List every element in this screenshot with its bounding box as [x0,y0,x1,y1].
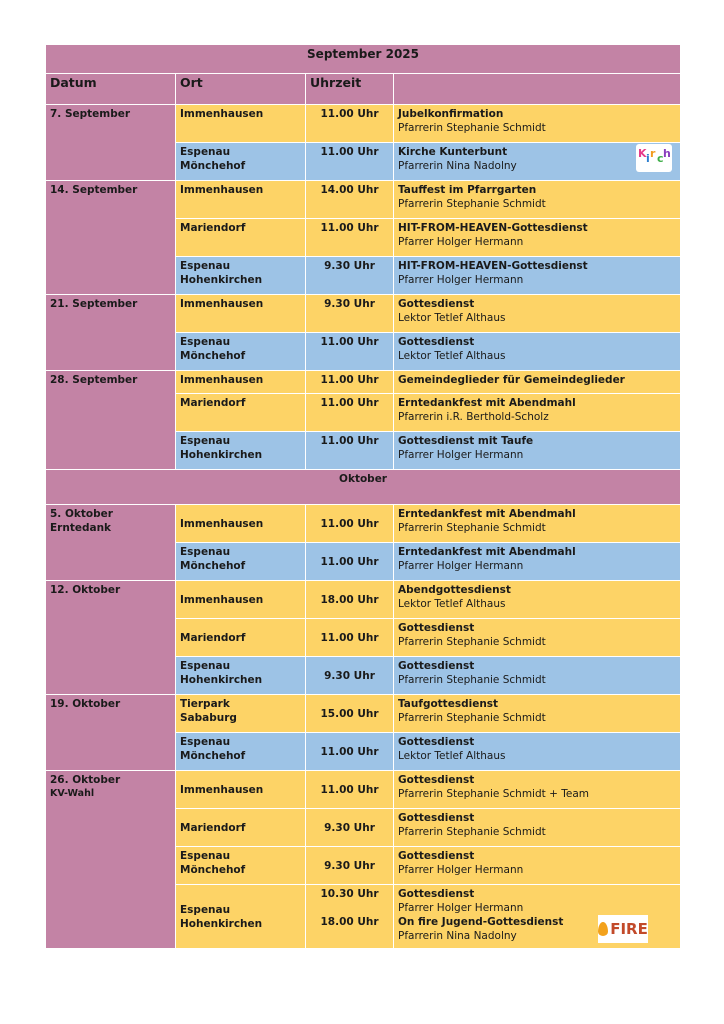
zeit-cell: 9.30 Uhr [306,847,394,885]
event-person: Pfarrerin Nina Nadolny [398,930,517,942]
ort-cell: Mariendorf [176,809,306,847]
event-title: Gottesdienst [398,812,475,824]
zeit-cell: 9.30 Uhr [306,809,394,847]
event-title: Gottesdienst [398,622,475,634]
event-person: Pfarrerin Stephanie Schmidt [398,522,546,534]
ort-line: Mönchehof [180,160,246,172]
event-title: Erntedankfest mit Abendmahl [398,397,576,409]
zeit-cell: 18.00 Uhr [306,581,394,619]
ort-cell [176,432,306,470]
date-cell: 21. September [46,295,176,371]
ort-line: Espenau [180,903,231,916]
event-title: Gemeindeglieder für Gemeindeglieder [398,374,625,386]
event-cell [394,885,681,949]
event-title: HIT-FROM-HEAVEN-Gottesdienst [398,222,588,234]
table-row [46,295,681,333]
ort-line: Sababurg [180,712,237,724]
zeit-cell: 11.00 Uhr [306,432,394,470]
event-cell [394,543,681,581]
event-person: Pfarrer Holger Hermann [398,274,524,286]
event-title: Erntedankfest mit Abendmahl [398,508,576,520]
date-cell: 7. September [46,105,176,181]
zeit-cell: 9.30 Uhr [306,295,394,333]
event-person: Lektor Tetlef Althaus [398,598,506,610]
zeit-cell: 9.30 Uhr [306,257,394,295]
event-title: Jubelkonfirmation [398,108,504,120]
event-cell [394,695,681,733]
event-person: Pfarrer Holger Hermann [398,864,524,876]
event-person: Pfarrerin Stephanie Schmidt [398,122,546,134]
ort-cell: Immenhausen [176,505,306,543]
event-title: Gottesdienst [398,660,475,672]
event-title: Gottesdienst [398,298,475,310]
date-cell [46,771,176,949]
ort-cell [176,657,306,695]
event-cell [394,295,681,333]
event-person: Pfarrerin Stephanie Schmidt [398,636,546,648]
date-cell: 19. Oktober [46,695,176,771]
ort-cell [176,847,306,885]
date-cell: 14. September [46,181,176,295]
event-person: Pfarrerin Stephanie Schmidt [398,712,546,724]
header-datum: Datum [46,74,176,105]
event-cell [394,809,681,847]
ort-cell: Immenhausen [176,295,306,333]
ort-line: Mönchehof [180,750,246,762]
event-cell [394,771,681,809]
table-row [46,181,681,219]
event-cell [394,733,681,771]
event-person: Pfarrer Holger Hermann [398,449,524,461]
ort-line: Espenau [180,435,231,447]
ort-cell: Mariendorf [176,619,306,657]
plan-title: September 2025 [46,45,681,74]
date-line: 26. Oktober [50,774,121,786]
ort-cell: Immenhausen [176,581,306,619]
ort-line: Hohenkirchen [180,274,263,286]
table-row [46,771,681,809]
ort-line: Espenau [180,146,231,158]
event-cell [394,581,681,619]
ort-cell: Immenhausen [176,181,306,219]
on-fire-logo-text: FIRE [610,920,648,938]
event-person: Pfarrerin Stephanie Schmidt [398,674,546,686]
header-uhrzeit: Uhrzeit [306,74,394,105]
event-title: Taufgottesdienst [398,698,499,710]
event-title: On fire Jugend-Gottesdienst [398,916,564,928]
zeit-cell: 11.00 Uhr [306,543,394,581]
event-cell [394,394,681,432]
event-title: Gottesdienst [398,888,475,900]
event-title: Gottesdienst [398,850,475,862]
event-person: Pfarrerin Stephanie Schmidt + Team [398,788,589,800]
ort-cell: Immenhausen [176,371,306,394]
zeit-cell: 14.00 Uhr [306,181,394,219]
ort-cell: Immenhausen [176,105,306,143]
table-row [46,105,681,143]
event-cell [394,619,681,657]
zeit-cell: 11.00 Uhr [306,105,394,143]
event-cell [394,505,681,543]
ort-line: Espenau [180,850,231,862]
ort-cell: Mariendorf [176,219,306,257]
ort-line: Hohenkirchen [180,917,263,930]
ort-line: Espenau [180,736,231,748]
zeit-cell: 15.00 Uhr [306,695,394,733]
ort-line: Espenau [180,546,231,558]
ort-line: Hohenkirchen [180,674,263,686]
event-title: Gottesdienst [398,736,475,748]
event-title: Abendgottesdienst [398,584,511,596]
zeit-line: 10.30 Uhr [320,888,379,900]
ort-cell [176,733,306,771]
ort-line: Tierpark [180,698,230,710]
event-cell [394,657,681,695]
event-cell [394,371,681,394]
date-cell: 12. Oktober [46,581,176,695]
event-cell [394,181,681,219]
zeit-cell: 11.00 Uhr [306,219,394,257]
zeit-cell [306,885,394,949]
table-row [46,581,681,619]
event-title: Erntedankfest mit Abendmahl [398,546,576,558]
event-title: Kirche Kunterbunt [398,146,508,158]
zeit-cell: 9.30 Uhr [306,657,394,695]
ort-cell [176,143,306,181]
event-person: Pfarrer Holger Hermann [398,236,524,248]
zeit-cell: 11.00 Uhr [306,619,394,657]
event-title: Gottesdienst mit Taufe [398,435,534,447]
ort-line: Espenau [180,260,231,272]
zeit-cell: 11.00 Uhr [306,333,394,371]
date-cell [46,505,176,581]
event-title: Tauffest im Pfarrgarten [398,184,537,196]
zeit-cell: 11.00 Uhr [306,771,394,809]
zeit-cell: 11.00 Uhr [306,394,394,432]
kirche-kunterbunt-logo: K i r c h [636,144,672,172]
event-title: HIT-FROM-HEAVEN-Gottesdienst [398,260,588,272]
event-cell [394,219,681,257]
date-line: Erntedank [50,522,112,534]
zeit-cell: 11.00 Uhr [306,143,394,181]
date-cell: 28. September [46,371,176,470]
ort-line: Hohenkirchen [180,449,263,461]
ort-line: Espenau [180,336,231,348]
ort-cell [176,333,306,371]
event-cell [394,432,681,470]
event-person: Pfarrerin i.R. Berthold-Scholz [398,411,549,423]
table-row [46,371,681,394]
event-title: Gottesdienst [398,774,475,786]
ort-line: Mönchehof [180,560,246,572]
event-person: Lektor Tetlef Althaus [398,312,506,324]
event-title: Gottesdienst [398,336,475,348]
event-person: Pfarrer Holger Hermann [398,560,524,572]
ort-cell [176,695,306,733]
date-line: KV-Wahl [50,788,95,799]
zeit-line: 18.00 Uhr [320,916,379,928]
flame-icon [598,922,608,936]
event-cell [394,847,681,885]
ort-cell: Immenhausen [176,771,306,809]
event-cell [394,143,681,181]
zeit-cell: 11.00 Uhr [306,505,394,543]
zeit-cell: 11.00 Uhr [306,371,394,394]
event-person: Pfarrerin Stephanie Schmidt [398,826,546,838]
ort-cell [176,885,306,949]
ort-cell [176,543,306,581]
date-line: 5. Oktober [50,508,113,520]
event-cell [394,333,681,371]
ort-line: Mönchehof [180,864,246,876]
event-cell [394,257,681,295]
event-person: Pfarrerin Nina Nadolny [398,160,517,172]
header-ort: Ort [176,74,306,105]
ort-line: Mönchehof [180,350,246,362]
on-fire-logo [598,915,648,943]
table-row [46,695,681,733]
event-person: Lektor Tetlef Althaus [398,350,506,362]
zeit-cell: 11.00 Uhr [306,733,394,771]
table-row [46,505,681,543]
gottesdienst-plan-table [45,44,681,949]
event-person: Pfarrer Holger Hermann [398,902,524,914]
event-person: Pfarrerin Stephanie Schmidt [398,198,546,210]
month-heading: Oktober [46,470,681,505]
event-cell [394,105,681,143]
header-veranstaltung [394,74,681,105]
event-person: Lektor Tetlef Althaus [398,750,506,762]
ort-cell [176,257,306,295]
ort-line: Espenau [180,660,231,672]
ort-cell: Mariendorf [176,394,306,432]
